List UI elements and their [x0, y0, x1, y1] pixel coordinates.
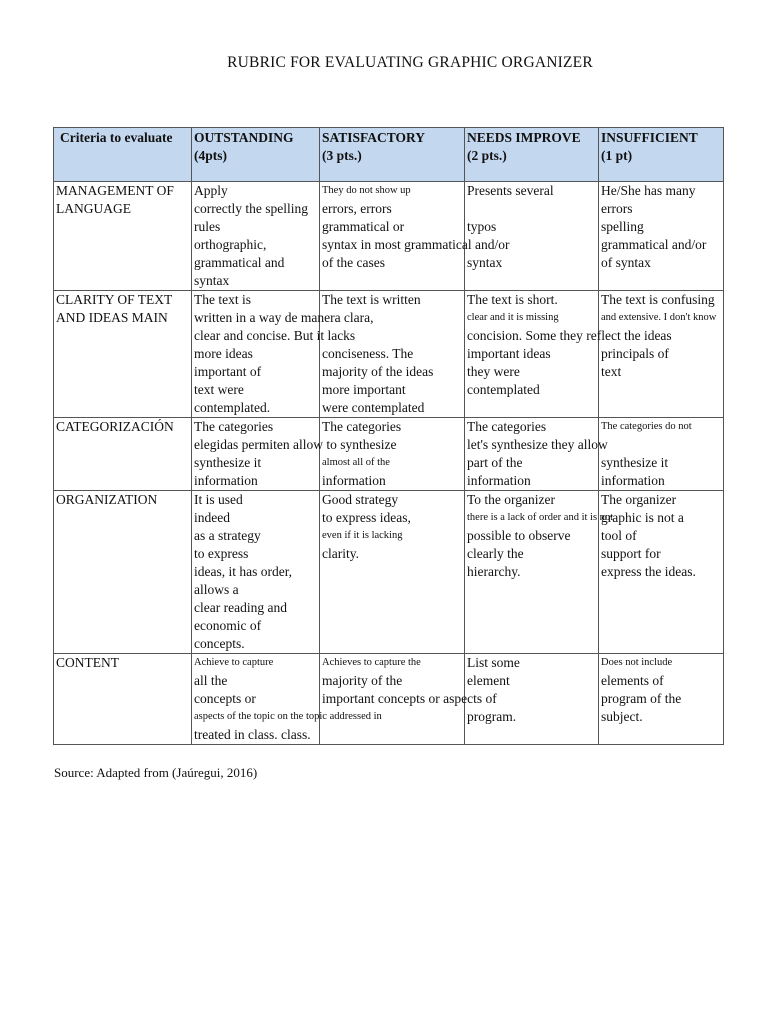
level-header-outstanding	[192, 128, 320, 182]
cell-text: contemplated	[467, 382, 540, 397]
rubric-cell	[465, 491, 614, 654]
cell-text: concision. Some they reflect the ideas	[467, 328, 672, 343]
cell-text: correctly the spelling	[194, 201, 308, 216]
rubric-cell	[320, 491, 465, 654]
cell-text: clear reading and	[194, 600, 287, 615]
cell-text: The organizer	[601, 492, 677, 507]
cell-text: to express ideas,	[322, 510, 411, 525]
cell-text: text	[601, 364, 622, 379]
cell-text: It is used	[194, 492, 243, 507]
cell-text: spelling	[601, 219, 644, 234]
cell-text: syntax	[194, 273, 230, 288]
cell-text: synthesize it	[601, 455, 669, 470]
cell-text: The text is confusing	[601, 292, 715, 307]
cell-text: grammatical or	[322, 219, 405, 234]
cell-text: Achieve to capture	[194, 657, 274, 668]
cell-text: information	[467, 473, 531, 488]
cell-text: Does not include	[601, 657, 673, 668]
cell-text: elegidas permiten allow to synthesize	[194, 437, 397, 452]
cell-text: express the ideas.	[601, 564, 696, 579]
cell-text: let's synthesize they allow	[467, 437, 608, 452]
cell-text: grammatical and	[194, 255, 285, 270]
cell-text: Apply	[194, 183, 228, 198]
cell-text: clearly the	[467, 546, 524, 561]
cell-text: The categories do not	[601, 421, 692, 432]
cell-text: Presents several	[467, 183, 554, 198]
level-name: NEEDS IMPROVE	[467, 130, 581, 145]
cell-text: principals of	[601, 346, 669, 361]
level-name: SATISFACTORY	[322, 130, 426, 145]
cell-text: The text is	[194, 292, 251, 307]
cell-text: information	[194, 473, 258, 488]
cell-text: clarity.	[322, 546, 359, 561]
table-row	[54, 491, 724, 654]
cell-text: aspects of the topic on the topic addressed in	[194, 711, 382, 722]
cell-text	[467, 200, 596, 218]
cell-text: To the organizer	[467, 492, 556, 507]
level-header-insufficient	[599, 128, 724, 182]
cell-text: program of the	[601, 691, 682, 706]
cell-text: syntax	[467, 255, 503, 270]
criterion-cell: MANAGEMENT OF LANGUAGE	[54, 182, 192, 291]
cell-text: text were	[194, 382, 244, 397]
cell-text: more important	[322, 382, 406, 397]
cell-text: elements of	[601, 673, 664, 688]
criterion-cell: CONTENT	[54, 654, 192, 745]
criteria-header: Criteria to evaluate	[54, 128, 192, 182]
rubric-cell	[599, 491, 724, 654]
cell-text: to express	[194, 546, 249, 561]
cell-text: The categories	[467, 419, 547, 434]
rubric-cell	[465, 182, 599, 291]
cell-text: The text is written	[322, 292, 421, 307]
rubric-cell	[320, 418, 465, 491]
cell-text: were contemplated	[322, 400, 425, 415]
cell-text: concepts or	[194, 691, 256, 706]
cell-text: errors, errors	[322, 201, 392, 216]
rubric-cell	[192, 182, 320, 291]
cell-text: there is a lack of order and it is not	[467, 512, 614, 523]
table-row	[54, 418, 724, 491]
rubric-cell	[599, 654, 724, 745]
level-points: (1 pt)	[601, 148, 633, 163]
cell-text: Achieves to capture the	[322, 657, 421, 668]
cell-text: written in a way de manera clara,	[194, 310, 374, 325]
rubric-cell	[599, 291, 724, 418]
cell-text: even if it is lacking	[322, 530, 403, 541]
cell-text: important ideas	[467, 346, 551, 361]
level-name: INSUFFICIENT	[601, 130, 698, 145]
level-points: (4pts)	[194, 148, 227, 163]
level-points: (3 pts.)	[322, 148, 362, 163]
cell-text: He/She has many	[601, 183, 696, 198]
level-header-satisfactory	[320, 128, 465, 182]
cell-text: majority of the ideas	[322, 364, 434, 379]
rubric-cell	[599, 418, 724, 491]
level-name: OUTSTANDING	[194, 130, 294, 145]
cell-text: subject.	[601, 709, 643, 724]
cell-text: information	[601, 473, 665, 488]
cell-text: of syntax	[601, 255, 651, 270]
cell-text: typos	[467, 219, 497, 234]
cell-text: They do not show up	[322, 185, 411, 196]
cell-text: concepts.	[194, 636, 245, 651]
level-header-needs-improve	[465, 128, 599, 182]
cell-text: more ideas	[194, 346, 253, 361]
cell-text	[601, 436, 721, 454]
cell-text: errors	[601, 201, 633, 216]
cell-text: of the cases	[322, 255, 385, 270]
cell-text: information	[322, 473, 386, 488]
header-row	[54, 128, 724, 182]
cell-text: tool of	[601, 528, 637, 543]
cell-text: graphic is not a	[601, 510, 684, 525]
cell-text: contemplated.	[194, 400, 271, 415]
cell-text: economic of	[194, 618, 262, 633]
cell-text: important of	[194, 364, 262, 379]
cell-text: element	[467, 673, 510, 688]
cell-text: all the	[194, 673, 228, 688]
table-row	[54, 654, 724, 745]
rubric-cell	[599, 182, 724, 291]
cell-text: indeed	[194, 510, 230, 525]
cell-text: Good strategy	[322, 492, 399, 507]
criterion-cell: CATEGORIZACIÓN	[54, 418, 192, 491]
cell-text: support for	[601, 546, 661, 561]
cell-text: The text is short.	[467, 292, 558, 307]
cell-text: important concepts or aspects of	[322, 691, 497, 706]
cell-text: conciseness. The	[322, 346, 414, 361]
cell-text: almost all of the	[322, 457, 390, 468]
cell-text: List some	[467, 655, 520, 670]
level-points: (2 pts.)	[467, 148, 507, 163]
cell-text: majority of the	[322, 673, 403, 688]
document-title: RUBRIC FOR EVALUATING GRAPHIC ORGANIZER	[227, 54, 593, 71]
cell-text: possible to observe	[467, 528, 571, 543]
rubric-cell	[192, 491, 320, 654]
cell-text: The categories	[194, 419, 274, 434]
cell-text: syntax in most grammatical and/or	[322, 237, 510, 252]
cell-text: orthographic,	[194, 237, 267, 252]
criterion-cell: CLARITY OF TEXT AND IDEAS MAIN	[54, 291, 192, 418]
table-row	[54, 182, 724, 291]
cell-text: grammatical and/or	[601, 237, 707, 252]
cell-text: part of the	[467, 455, 523, 470]
cell-text: rules	[194, 219, 221, 234]
cell-text: treated in class. class.	[194, 727, 311, 742]
cell-text: The categories	[322, 419, 402, 434]
cell-text: hierarchy.	[467, 564, 521, 579]
cell-text: they were	[467, 364, 520, 379]
table-row	[54, 291, 724, 418]
source-note: Source: Adapted from (Jaúregui, 2016)	[54, 765, 258, 780]
cell-text: as a strategy	[194, 528, 261, 543]
cell-text: clear and concise. But it lacks	[194, 328, 356, 343]
cell-text: and extensive. I don't know	[601, 312, 717, 323]
rubric-cell	[465, 418, 608, 491]
cell-text: ideas, it has order,	[194, 564, 293, 579]
rubric-table	[53, 127, 724, 745]
cell-text: allows a	[194, 582, 239, 597]
cell-text: clear and it is missing	[467, 312, 559, 323]
criterion-cell: ORGANIZATION	[54, 491, 192, 654]
cell-text: program.	[467, 709, 517, 724]
cell-text: synthesize it	[194, 455, 262, 470]
